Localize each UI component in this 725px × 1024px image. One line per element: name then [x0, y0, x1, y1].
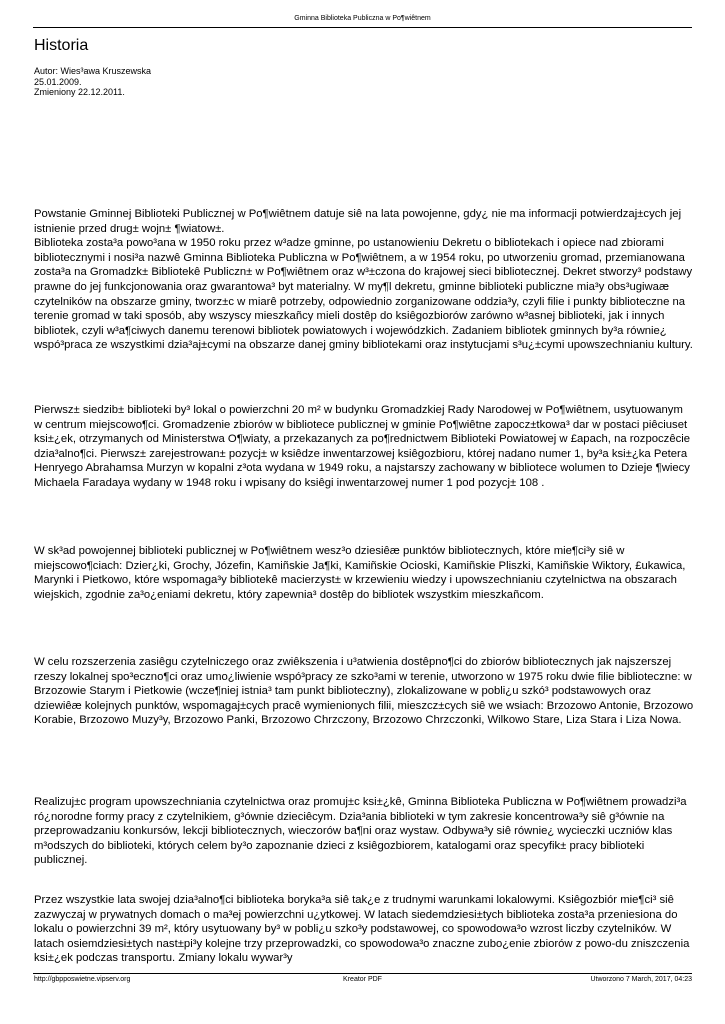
article-meta — [34, 66, 151, 98]
paragraph: Powstanie Gminnej Biblioteki Publicznej w Po¶wiêtnem datuje siê na lata powojenne, gdy¿ nie ma informacji potwierdzaj±cych jej istnienie przed drug± wojn± ¶wiatow±. — [34, 208, 682, 235]
article-created-date: 25.01.2009. — [34, 76, 82, 87]
paragraph: W sk³ad powojennej biblioteki publicznej w Po¶wiêtnem wesz³o dziesiêæ punktów bibliotecznych, które mie¶ci³y siê w miejscowo¶ciach: Dzier¿ki, Grochy, Józefin, Kamiñskie Ja¶ki, Kamiñskie Ocioski, Kamiñskie Pliszki, Kamiñskie Wiktory, £ukawica, Marynki i Pietkowo, które wspomaga³y bibliotekê macierzyst± w krzewieniu wiedzy i upowszechnianiu czytelnictwa na obszarach wiejskich, zgodnie za³o¿eniami dekretu, który zapewnia³ dostêp do bibliotek wszystkim mieszkañcom. — [34, 545, 686, 601]
paragraph: Biblioteka zosta³a powo³ana w 1950 roku przez w³adze gminne, po ustanowieniu Dekretu o bibliotekach i opiece nad zbiorami bibliotecznymi i nosi³a nazwê Gminna Biblioteka Publiczna w Po¶wiêtnem, a w 1954 roku, po utworzeniu gromad, przemianowana zosta³a na Gromadzk± Bibliotekê Publiczn± w Po¶wiêtnem oraz w³±czona do krajowej sieci bibliotecznej. Dekret stworzy³ podstawy prawne do jej funkcjonowania oraz gwarantowa³ byt materialny. W my¶l dekretu, gminne biblioteki publiczne mia³y obs³ugiwaæ czytelników na obszarze gminy, tworz±c w miarê potrzeby, odpowiednio zorganizowane oddzia³y, czyli filie i punkty biblioteczne na terenie gromad w taki sposób, aby wszyscy mieszkañcy mieli dostêp do ksiêgozbiorów zarówno w³asnej biblioteki, jak i innych bibliotek, czyli w³a¶ciwych danemu terenowi bibliotek powiatowych i wojewódzkich. Zadaniem bibliotek gminnych by³a równie¿ wspó³praca ze wszystkimi dzia³aj±cymi na obszarze danej gminy bibliotekami oraz instytucjami s³u¿±cymi upowszechnianiu kultury. — [34, 237, 693, 352]
article-modified-date: Zmieniony 22.12.2011. — [34, 87, 125, 97]
article-author: Autor: Wies³awa Kruszewska — [34, 66, 152, 76]
page-header-title: Gminna Biblioteka Publiczna w Po¶wiêtnem — [294, 15, 431, 22]
header-divider — [33, 27, 692, 28]
paragraph: Pierwsz± siedzib± biblioteki by³ lokal o powierzchni 20 m² w budynku Gromadzkiej Rady Narodowej w Po¶wiêtnem, usytuowanym w centrum miejscowo¶ci. Gromadzenie zbiorów w bibliotece publicznej w gminie Po¶wiêtne zapocz±tkowa³ dar w postaci piêciuset ksi±¿ek, otrzymanych od Ministerstwa O¶wiaty, a przekazanych za po¶rednictwem Biblioteki Powiatowej w £apach, na rozpoczêcie dzia³alno¶ci. Pierwsz± zarejestrowan± pozycj± w ksiêdze inwentarzowej ksiêgozbioru, której nadano numer 1, by³a ksi±¿ka Petera Henryego Abrahamsa Murzyn w kopalni z³ota wydana w 1949 roku, a najstarszy zachowany w bibliotece wolumen to Dzieje ¶wiecy Michaela Faradaya wydany w 1948 roku i wpisany do ksiêgi inwentarzowej numer 1 pod pozycj± 108 . — [34, 404, 691, 489]
footer-generator: Kreator PDF — [343, 976, 382, 983]
article-title: Historia — [34, 37, 89, 54]
paragraph: Realizuj±c program upowszechniania czytelnictwa oraz promuj±c ksi±¿kê, Gminna Biblioteka Publiczna w Po¶wiêtnem prowadzi³a ró¿norodne formy pracy z czytelnikiem, g³ównie dzieciêcym. Dzia³ania biblioteki w tym zakresie koncentrowa³y siê g³ównie na przeprowadzaniu konkursów, lekcji bibliotecznych, wieczorów ba¶ni oraz wystaw. Odbywa³y siê równie¿ wycieczki uczniów klas m³odszych do biblioteki, których celem by³o zapoznanie dzieci z ksiêgozbiorem, katalogami oraz specyfik± pracy biblioteki publicznej. — [34, 796, 687, 867]
footer-created: Utworzono 7 March, 2017, 04:23 — [590, 976, 692, 983]
footer-url: http://gbpposwietne.vipserv.org — [34, 976, 131, 983]
paragraph: Przez wszystkie lata swojej dzia³alno¶ci biblioteka boryka³a siê tak¿e z trudnymi warunkami lokalowymi. Ksiêgozbiór mie¶ci³ siê zazwyczaj w prywatnych domach o ma³ej powierzchni u¿ytkowej. W latach siedemdziesi±tych biblioteka zosta³a przeniesiona do lokalu o powierzchni 39 m², który usytuowany by³ w pobli¿u szko³y podstawowej, co spowodowa³o wzrost liczby czytelników. W latach osiemdziesi±tych nast±pi³y kolejne trzy przeprowadzki, co spowodowa³o znaczne zubo¿enie zbiorów z powo-du zniszczenia ksi±¿ek podczas transportu. Zmiany lokalu wywar³y — [34, 894, 690, 965]
paragraph: W celu rozszerzenia zasiêgu czytelniczego oraz zwiêkszenia i u³atwienia dostêpno¶ci do zbiorów bibliotecznych jak najszerszej rzeszy lokalnej spo³eczno¶ci oraz umo¿liwienie wspó³pracy ze szko³ami w terenie, utworzono w 1975 roku dwie filie biblioteczne: w Brzozowie Starym i Pietkowie (wcze¶niej istnia³ tam punkt biblioteczny), zlokalizowane w pobli¿u szkó³ podstawowych oraz dziewiêæ kolejnych punktów, wspomagaj±cych pracê wymienionych filii, mieszcz±cych siê we wsiach: Brzozowo Antonie, Brzozowo Korabie, Brzozowo Muzy³y, Brzozowo Panki, Brzozowo Chrzczony, Brzozowo Chrzczonki, Wilkowo Stare, Liza Stara i Liza Nowa. — [34, 656, 694, 727]
paragraph-block-1 — [34, 207, 694, 353]
footer-divider — [33, 973, 692, 974]
